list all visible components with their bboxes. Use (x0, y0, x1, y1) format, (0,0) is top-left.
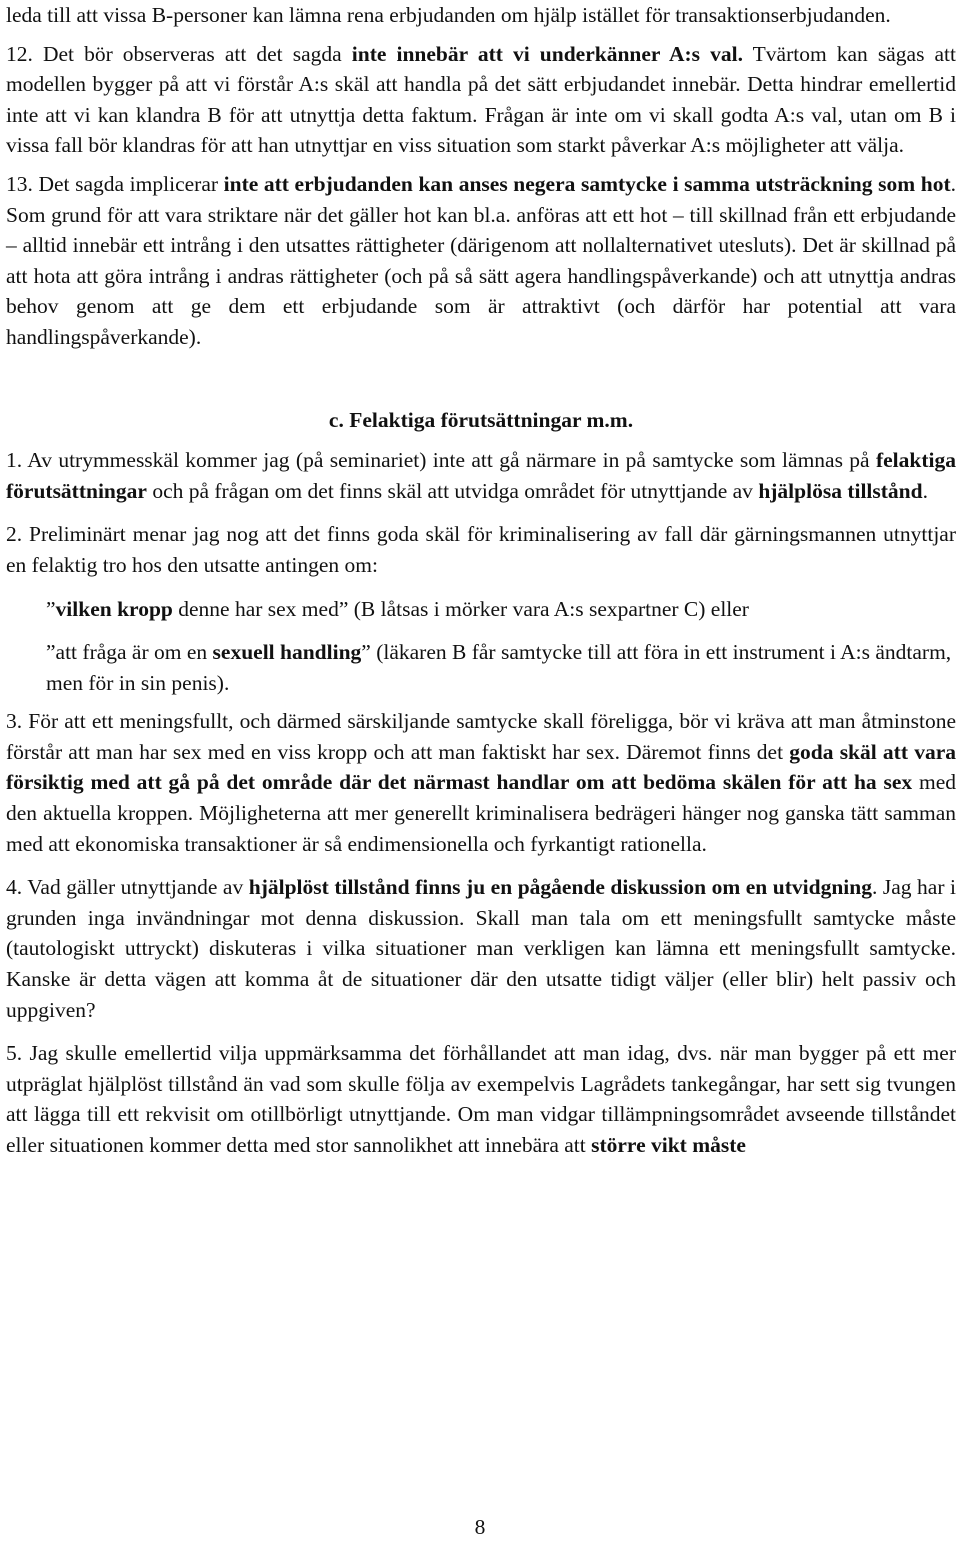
paragraph-2 (6, 519, 956, 580)
bold-text: felaktiga förutsättningar (6, 448, 956, 503)
bold-text: inte innebär att vi underkänner A:s val. (351, 41, 743, 66)
quote-text: ” (läkaren B får samtycke till att föra in ett instrument i A:s ändtarm, men för in sin penis). (46, 640, 952, 695)
section-heading (6, 405, 956, 436)
paragraph-text: . Som grund för att vara striktare när det gäller hot kan bl.a. anföras att ett hot – till skillnad från ett erbjudande – alltid innebär ett intrång i den utsattes rättigheter (därigenom att nollalternativet utesluts). Det är skillnad på att hota att göra intrång i andras rättigheter (och på så sätt agera handlingspåverkande) och att utnyttja andras behov genom att ge dem ett erbjudande som är attraktivt (och därför har potential att vara handlingspåverkande). (6, 171, 956, 349)
bold-text: hjälplösa tillstånd (758, 478, 923, 503)
paragraph-text: 2. Preliminärt menar jag nog att det finns goda skäl för kriminalisering av fall där gärningsmannen utnyttjar en felaktig tro hos den utsatte antingen om: (6, 522, 956, 577)
paragraph-continued (6, 0, 956, 31)
paragraph-1 (6, 445, 956, 506)
paragraph-5 (6, 1038, 956, 1160)
paragraph-12 (6, 39, 956, 161)
paragraph-text: 3. För att ett meningsfullt, och därmed särskiljande samtycke skall föreligga, bör vi kräva att man åtminstone förstår att man har sex med en viss kropp och att man faktiskt har sex. Däremot finns det (6, 709, 956, 764)
paragraph-text: Tvärtom kan sägas att modellen bygger på att vi förstår A:s skäl att handla på det sätt erbjudandet innebär. Detta hindrar emellertid inte att vi kan klandra B för att utnyttja detta faktum. Frågan är inte om vi skall godta A:s val, utan om B i vissa fall bör klandras för att han utnyttjar en viss situation som starkt påverkar A:s möjligheter att välja. (6, 41, 957, 158)
bold-text: större vikt måste (591, 1133, 746, 1157)
paragraph-text: 13. Det sagda implicerar (6, 171, 224, 196)
paragraph-text: . (922, 478, 928, 503)
quote-item-1 (46, 594, 956, 625)
paragraph-text: 5. Jag skulle emellertid vilja uppmärksamma det förhållandet att man idag, dvs. när man bygger på ett mer utpräglat hjälplöst tillstånd än vad som skulle följa av exempelvis Lagrådets tankegångar, har sett sig tvungen att lägga till ett rekvisit om otillbörligt utnyttjande. Om man vidgar tillämpningsområdet avseende tillståndet eller situationen kommer detta med stor sannolikhet att innebära att (6, 1041, 956, 1157)
page-number: 8 (474, 1515, 486, 1539)
quote-text: ”att fråga är om en (46, 640, 213, 665)
heading-text: c. Felaktiga förutsättningar m.m. (328, 407, 634, 432)
bold-text: vilken kropp (55, 596, 173, 621)
paragraph-4 (6, 872, 956, 1025)
quote-text: denne har sex med” (B låtsas i mörker vara A:s sexpartner C) eller (172, 596, 749, 621)
quote-text: ” (46, 596, 56, 621)
paragraph-text: 1. Av utrymmesskäl kommer jag (på seminariet) inte att gå närmare in på samtycke som lämnas på (6, 448, 876, 473)
bold-text: sexuell handling (212, 640, 362, 665)
paragraph-13 (6, 169, 956, 353)
bold-text: inte att erbjudanden kan anses negera samtycke i samma utsträckning som hot (223, 171, 951, 196)
bold-text: hjälplöst tillstånd finns ju en pågående diskussion om en utvidgning (248, 875, 872, 900)
paragraph-text: och på frågan om det finns skäl att utvidga området för utnyttjande av (146, 478, 759, 503)
bold-text: goda skäl att vara försiktig med att gå på det område där det närmast handlar om att bedöma skälen för att ha sex (6, 739, 956, 795)
paragraph-text: 12. Det bör observeras att det sagda (6, 41, 352, 66)
quote-item-2 (46, 637, 956, 698)
paragraph-text: leda till att vissa B-personer kan lämna rena erbjudanden om hjälp istället för transaktionserbjudanden. (6, 3, 891, 27)
paragraph-text: 4. Vad gäller utnyttjande av (6, 875, 249, 900)
paragraph-text: . Jag har i grunden inga invändningar mot denna diskussion. Skall man tala om ett meningsfullt samtycke måste (tautologiskt uttryckt) diskuteras i vilka situationer man verkligen kan lämna ett meningsfullt samtycke. Kanske är detta vägen att komma åt de situationer där den utsatte tidigt väljer (eller blir) helt passiv och uppgiven? (6, 875, 957, 1022)
paragraph-3 (6, 706, 956, 859)
paragraph-text: med den aktuella kroppen. Möjligheterna att mer generellt kriminalisera bedrägeri hänger nog ganska tätt samman med att ekonomiska transaktioner är så endimensionella och fyrkantigt rationella. (6, 770, 956, 856)
